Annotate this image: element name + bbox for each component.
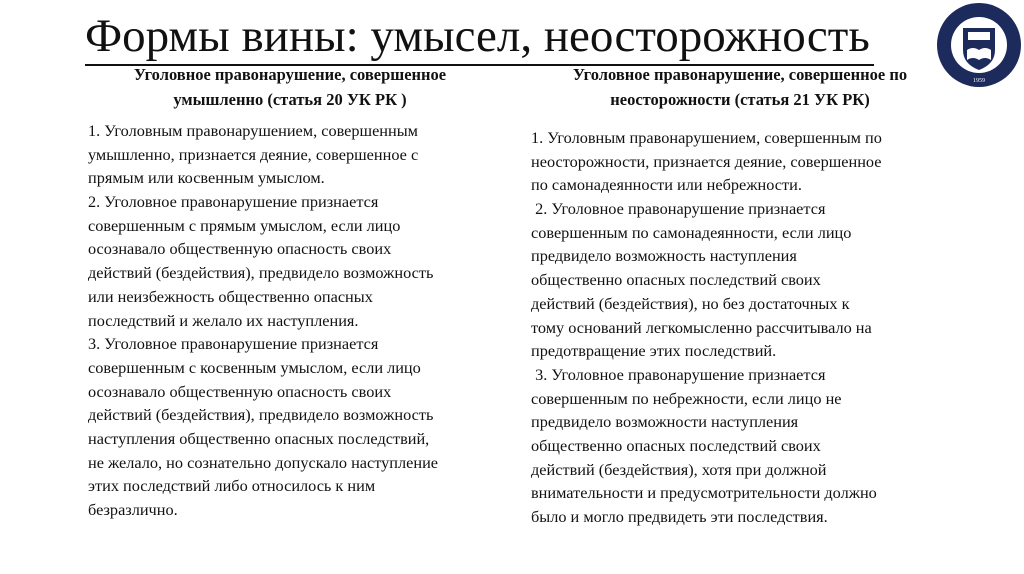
text-line: предотвращение этих последствий.: [531, 341, 777, 361]
text-line: совершенным с прямым умыслом, если лицо: [88, 215, 401, 235]
left-column-text: [88, 119, 438, 522]
text-line: осознавало общественную опасность своих: [88, 381, 392, 401]
text-line: общественно опасных последствий своих: [531, 270, 821, 290]
text-line: осознавало общественную опасность своих: [88, 239, 392, 259]
text-line: по самонадеянности или небрежности.: [531, 175, 802, 195]
text-line: 1. Уголовным правонарушением, совершенным по: [531, 128, 882, 147]
text-line: общественно опасных последствий своих: [531, 435, 821, 455]
text-line: предвидело возможности наступления: [531, 412, 799, 432]
text-line: 2. Уголовное правонарушение признается: [531, 199, 826, 219]
text-line: неосторожности, признается деяние, совершенное: [531, 151, 882, 171]
text-line: 3. Уголовное правонарушение признается: [531, 364, 826, 384]
text-line: было и могло предвидеть эти последствия.: [531, 507, 828, 526]
text-line: действий (бездействия), но без достаточных к: [531, 293, 850, 313]
header-line: Уголовное правонарушение, совершенное: [133, 65, 447, 84]
text-line: 2. Уголовное правонарушение признается: [88, 192, 379, 212]
header-line: Уголовное правонарушение, совершенное по: [572, 65, 908, 84]
right-column-text: [531, 126, 882, 529]
text-line: или неизбежность общественно опасных: [88, 286, 373, 306]
text-line: совершенным с косвенным умыслом, если лицо: [88, 357, 421, 377]
left-column-header: [70, 62, 510, 112]
text-line: последствий и желало их наступления.: [88, 310, 359, 330]
text-line: действий (бездействия), хотя при должной: [531, 459, 827, 479]
text-line: совершенным по небрежности, если лицо не: [531, 388, 842, 408]
text-line: наступления общественно опасных последствий,: [88, 428, 430, 448]
header-line: умышленно (статья 20 УК РК ): [173, 90, 407, 109]
text-line: 1. Уголовным правонарушением, совершенным: [88, 121, 418, 140]
slide-title: Формы вины: умысел, неосторожность: [85, 8, 874, 66]
right-column-header: [520, 62, 960, 112]
text-line: действий (бездействия), предвидело возможность: [88, 405, 434, 425]
text-line: прямым или косвенным умыслом.: [88, 168, 325, 188]
text-line: тому оснований легкомысленно рассчитывало на: [531, 317, 872, 337]
text-line: этих последствий либо относилось к ним: [88, 476, 376, 496]
text-line: 3. Уголовное правонарушение признается: [88, 334, 379, 354]
text-line: не желало, но сознательно допускало наступление: [88, 452, 439, 472]
text-line: действий (бездействия), предвидело возможность: [88, 263, 434, 283]
header-line: неосторожности (статья 21 УК РК): [610, 90, 870, 109]
text-line: безразлично.: [88, 500, 178, 519]
text-line: умышленно, признается деяние, совершенное с: [88, 144, 419, 164]
logo-year: 1959: [973, 78, 985, 84]
text-line: совершенным по самонадеянности, если лицо: [531, 222, 852, 242]
text-line: внимательности и предусмотрительности должно: [531, 483, 877, 503]
text-line: предвидело возможность наступления: [531, 246, 797, 266]
